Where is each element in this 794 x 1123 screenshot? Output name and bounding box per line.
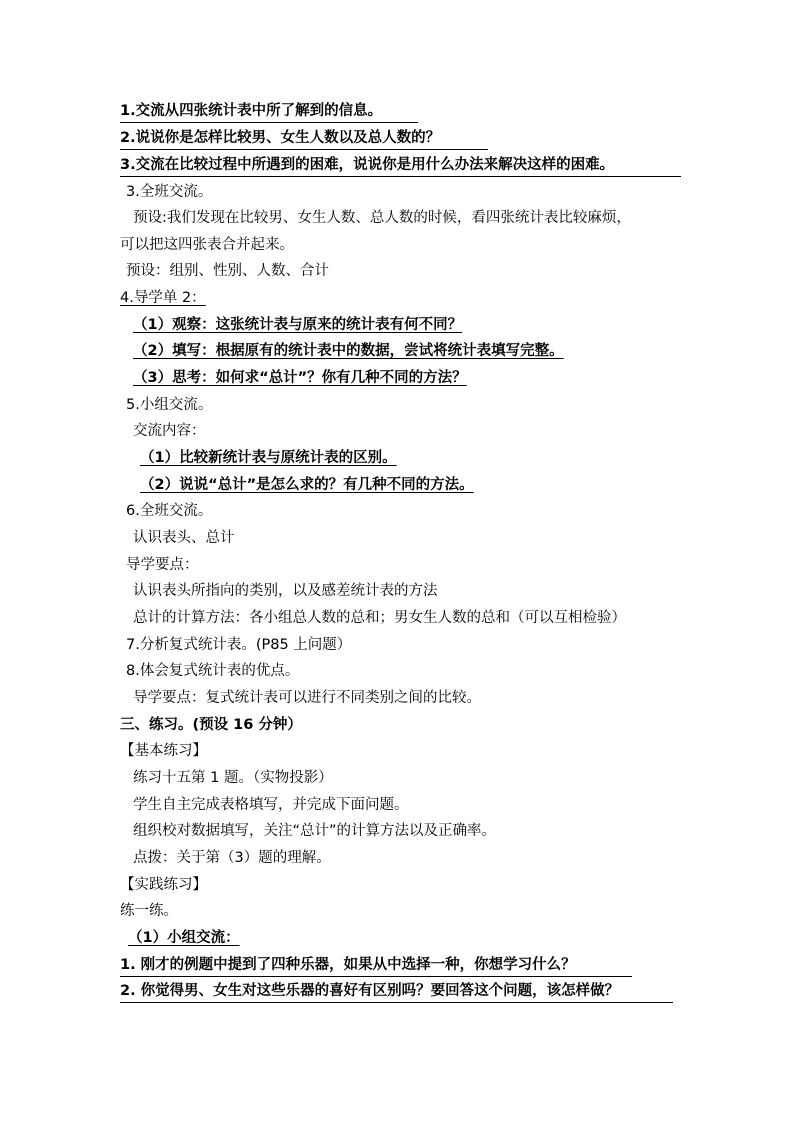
discussion-item-3: 3.交流在比较过程中所遇到的困难，说说你是用什么办法来解决这样的困难。 [120,155,681,177]
basic-practice-heading: 【基本练习】 [120,743,207,759]
step-4-heading: 4.导学单 2： [120,290,206,306]
exchange-content-label: 交流内容： [133,423,206,439]
step-8-heading: 8.体会复式统计表的优点。 [126,663,300,679]
question-2: 2. 你觉得男、女生对这些乐器的喜好有区别吗？要回答这个问题，该怎样做？ [120,981,673,1003]
discussion-item-2: 2.说说你是怎样比较男、女生人数以及总人数的？ [120,128,488,150]
exchange-item-1: （1）比较新统计表与原统计表的区别。 [140,450,397,466]
step-5-heading: 5.小组交流。 [126,397,213,413]
step-6-heading: 6.全班交流。 [126,503,213,519]
exchange-item-2: （2）说说“总计”是怎么求的？有几种不同的方法。 [140,477,474,493]
question-1: 1. 刚才的例题中提到了四种乐器，如果从中选择一种，你想学习什么？ [120,955,632,977]
group-discussion-label: （1）小组交流： [128,930,240,946]
preset-text-2: 预设：组别、性别、人数、合计 [126,263,329,279]
guide-item-2: （2）填写：根据原有的统计表中的数据，尝试将统计表填写完整。 [133,343,564,359]
practice-label: 练一练。 [120,903,178,919]
guide-point-1: 认识表头所指向的类别，以及感差统计表的方法 [133,583,438,599]
basic-practice-2: 学生自主完成表格填写，并完成下面问题。 [133,797,409,813]
section-3-heading: 三、练习。(预设 16 分钟） [120,717,302,733]
guide-points-label: 导学要点： [126,557,199,573]
preset-text-1-cont: 可以把这四张表合并起来。 [120,237,294,253]
applied-practice-heading: 【实践练习】 [120,877,207,893]
basic-practice-4: 点拨：关于第（3）题的理解。 [133,850,331,866]
step-6-text: 认识表头、总计 [133,530,235,546]
basic-practice-1: 练习十五第 1 题。（实物投影） [133,770,333,786]
guide-item-1: （1）观察：这张统计表与原来的统计表有何不同？ [133,317,463,333]
guide-point-3: 导学要点：复式统计表可以进行不同类别之间的比较。 [133,690,481,706]
preset-text-1: 预设:我们发现在比较男、女生人数、总人数的时候，看四张统计表比较麻烦， [133,210,631,226]
step-3-heading: 3.全班交流。 [126,184,213,200]
step-7-heading: 7.分析复式统计表。(P85 上问题） [126,637,352,653]
guide-item-3: （3）思考：如何求“总计”？你有几种不同的方法？ [133,370,467,386]
guide-point-2: 总计的计算方法：各小组总人数的总和；男女生人数的总和（可以互相检验） [133,610,626,626]
basic-practice-3: 组织校对数据填写，关注“总计”的计算方法以及正确率。 [133,823,497,839]
discussion-item-1: 1.交流从四张统计表中所了解到的信息。 [120,101,418,123]
